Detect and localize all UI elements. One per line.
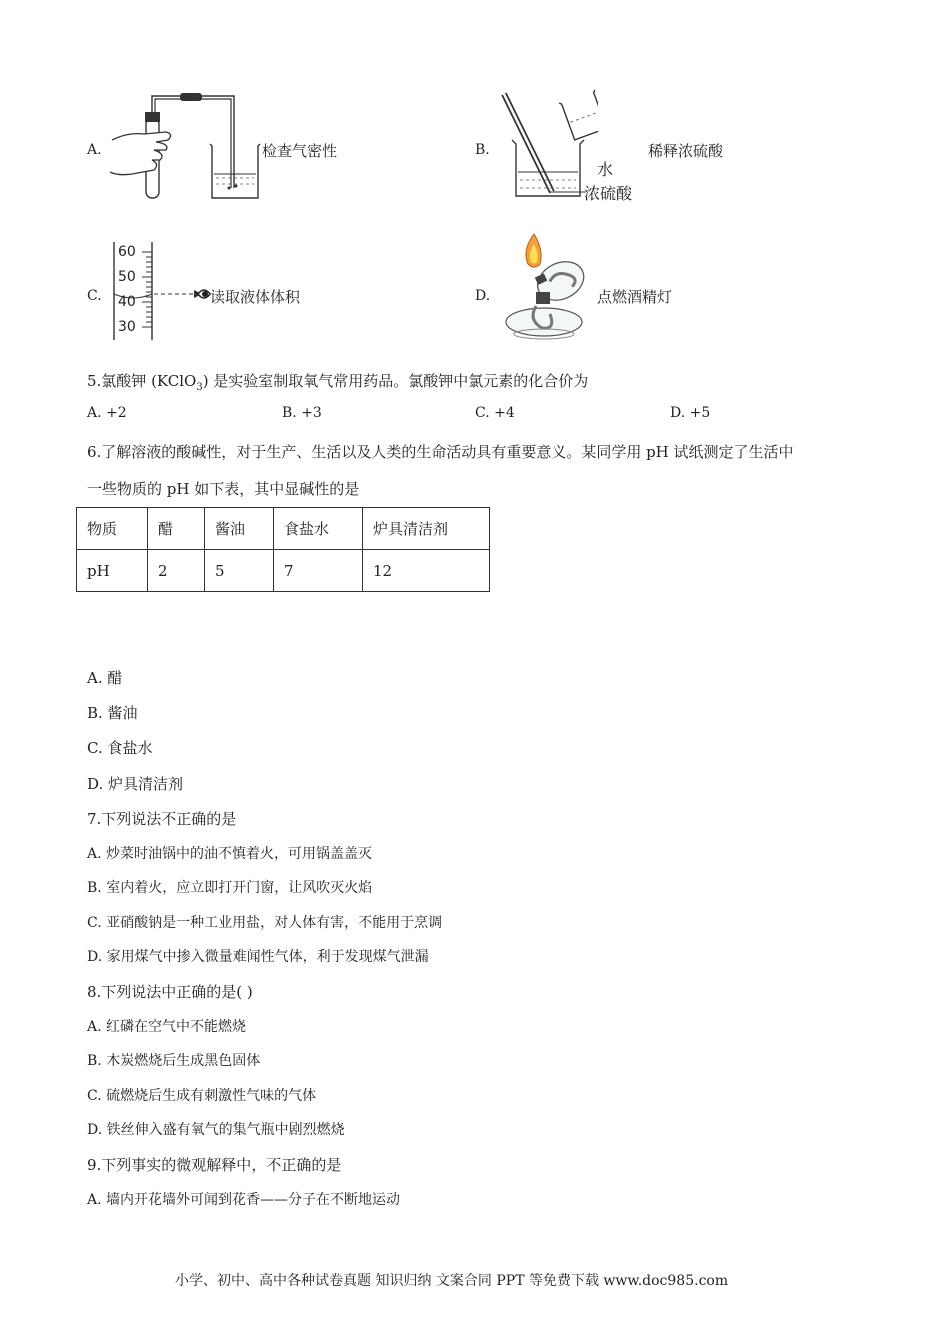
table-cell: 炉具清洁剂	[363, 508, 490, 550]
q6-option-d: D. 炉具清洁剂	[87, 775, 184, 793]
q8-option-c: C. 硫燃烧后生成有刺激性气味的气体	[87, 1088, 317, 1104]
acid-pointer-line	[548, 176, 588, 196]
tick-50: 50	[118, 269, 136, 285]
figure-c-letter: C.	[87, 288, 102, 304]
airtightness-apparatus-illustration	[108, 88, 268, 203]
q5-stem-post: ) 是实验室制取氧气常用药品。氯酸钾中氯元素的化合价为	[202, 372, 589, 390]
alcohol-lamp-illustration	[498, 230, 598, 342]
table-cell: pH	[77, 550, 148, 592]
table-cell: 酱油	[205, 508, 274, 550]
q7-option-a: A. 炒菜时油锅中的油不慎着火，可用锅盖盖灭	[87, 846, 373, 862]
q6-stem-line1: 6.了解溶液的酸碱性，对于生产、生活以及人类的生命活动具有重要意义。某同学用 pH 试纸测定了生活中	[87, 443, 794, 461]
q5-stem	[87, 370, 588, 393]
q5-option-b: B. +3	[282, 405, 322, 421]
table-row	[77, 550, 490, 592]
q8-stem: 8.下列说法中正确的是( )	[87, 983, 253, 1001]
q7-option-c: C. 亚硝酸钠是一种工业用盐，对人体有害，不能用于烹调	[87, 915, 443, 931]
table-cell: 12	[363, 550, 490, 592]
q6-stem-line2: 一些物质的 pH 如下表，其中显碱性的是	[87, 480, 360, 498]
table-cell: 2	[148, 550, 205, 592]
table-cell: 物质	[77, 508, 148, 550]
figure-b-letter: B.	[475, 142, 490, 158]
q8-option-a: A. 红磷在空气中不能燃烧	[87, 1019, 247, 1035]
table-cell: 醋	[148, 508, 205, 550]
tick-30: 30	[118, 319, 136, 335]
q7-option-b: B. 室内着火，应立即打开门窗，让风吹灭火焰	[87, 880, 373, 896]
figure-b-caption: 稀释浓硫酸	[648, 142, 724, 160]
label-conc-acid: 浓硫酸	[584, 184, 633, 203]
q7-stem: 7.下列说法不正确的是	[87, 810, 237, 828]
q5-option-a: A. +2	[87, 405, 127, 421]
table-cell: 5	[205, 550, 274, 592]
figure-d-caption: 点燃酒精灯	[597, 288, 673, 306]
page-footer: 小学、初中、高中各种试卷真题 知识归纳 文案合同 PPT 等免费下载 www.doc985.com	[175, 1273, 729, 1289]
q8-option-d: D. 铁丝伸入盛有氧气的集气瓶中剧烈燃烧	[87, 1122, 345, 1138]
q5-option-d: D. +5	[670, 405, 711, 421]
tick-60: 60	[118, 244, 136, 260]
tick-40: 40	[118, 294, 136, 310]
ph-table	[76, 507, 490, 592]
q5-stem-sub: 3	[196, 382, 203, 393]
q7-option-d: D. 家用煤气中掺入微量难闻性气体，利于发现煤气泄漏	[87, 949, 429, 965]
label-water: 水	[597, 160, 614, 179]
q9-stem: 9.下列事实的微观解释中，不正确的是	[87, 1156, 342, 1174]
q5-stem-pre: 5.氯酸钾 (KClO	[87, 372, 197, 390]
figure-a-caption: 检查气密性	[262, 142, 338, 160]
figure-c-caption: 读取液体体积	[210, 288, 301, 306]
q6-option-c: C. 食盐水	[87, 739, 153, 757]
q9-option-a: A. 墙内开花墙外可闻到花香——分子在不断地运动	[87, 1192, 401, 1208]
table-cell: 食盐水	[274, 508, 363, 550]
q8-option-b: B. 木炭燃烧后生成黑色固体	[87, 1053, 261, 1069]
q5-option-c: C. +4	[475, 405, 515, 421]
figure-d-letter: D.	[475, 288, 491, 304]
q6-option-a: A. 醋	[87, 669, 123, 687]
table-row	[77, 508, 490, 550]
table-cell: 7	[274, 550, 363, 592]
q6-option-b: B. 酱油	[87, 704, 138, 722]
figure-a-letter: A.	[87, 142, 102, 158]
